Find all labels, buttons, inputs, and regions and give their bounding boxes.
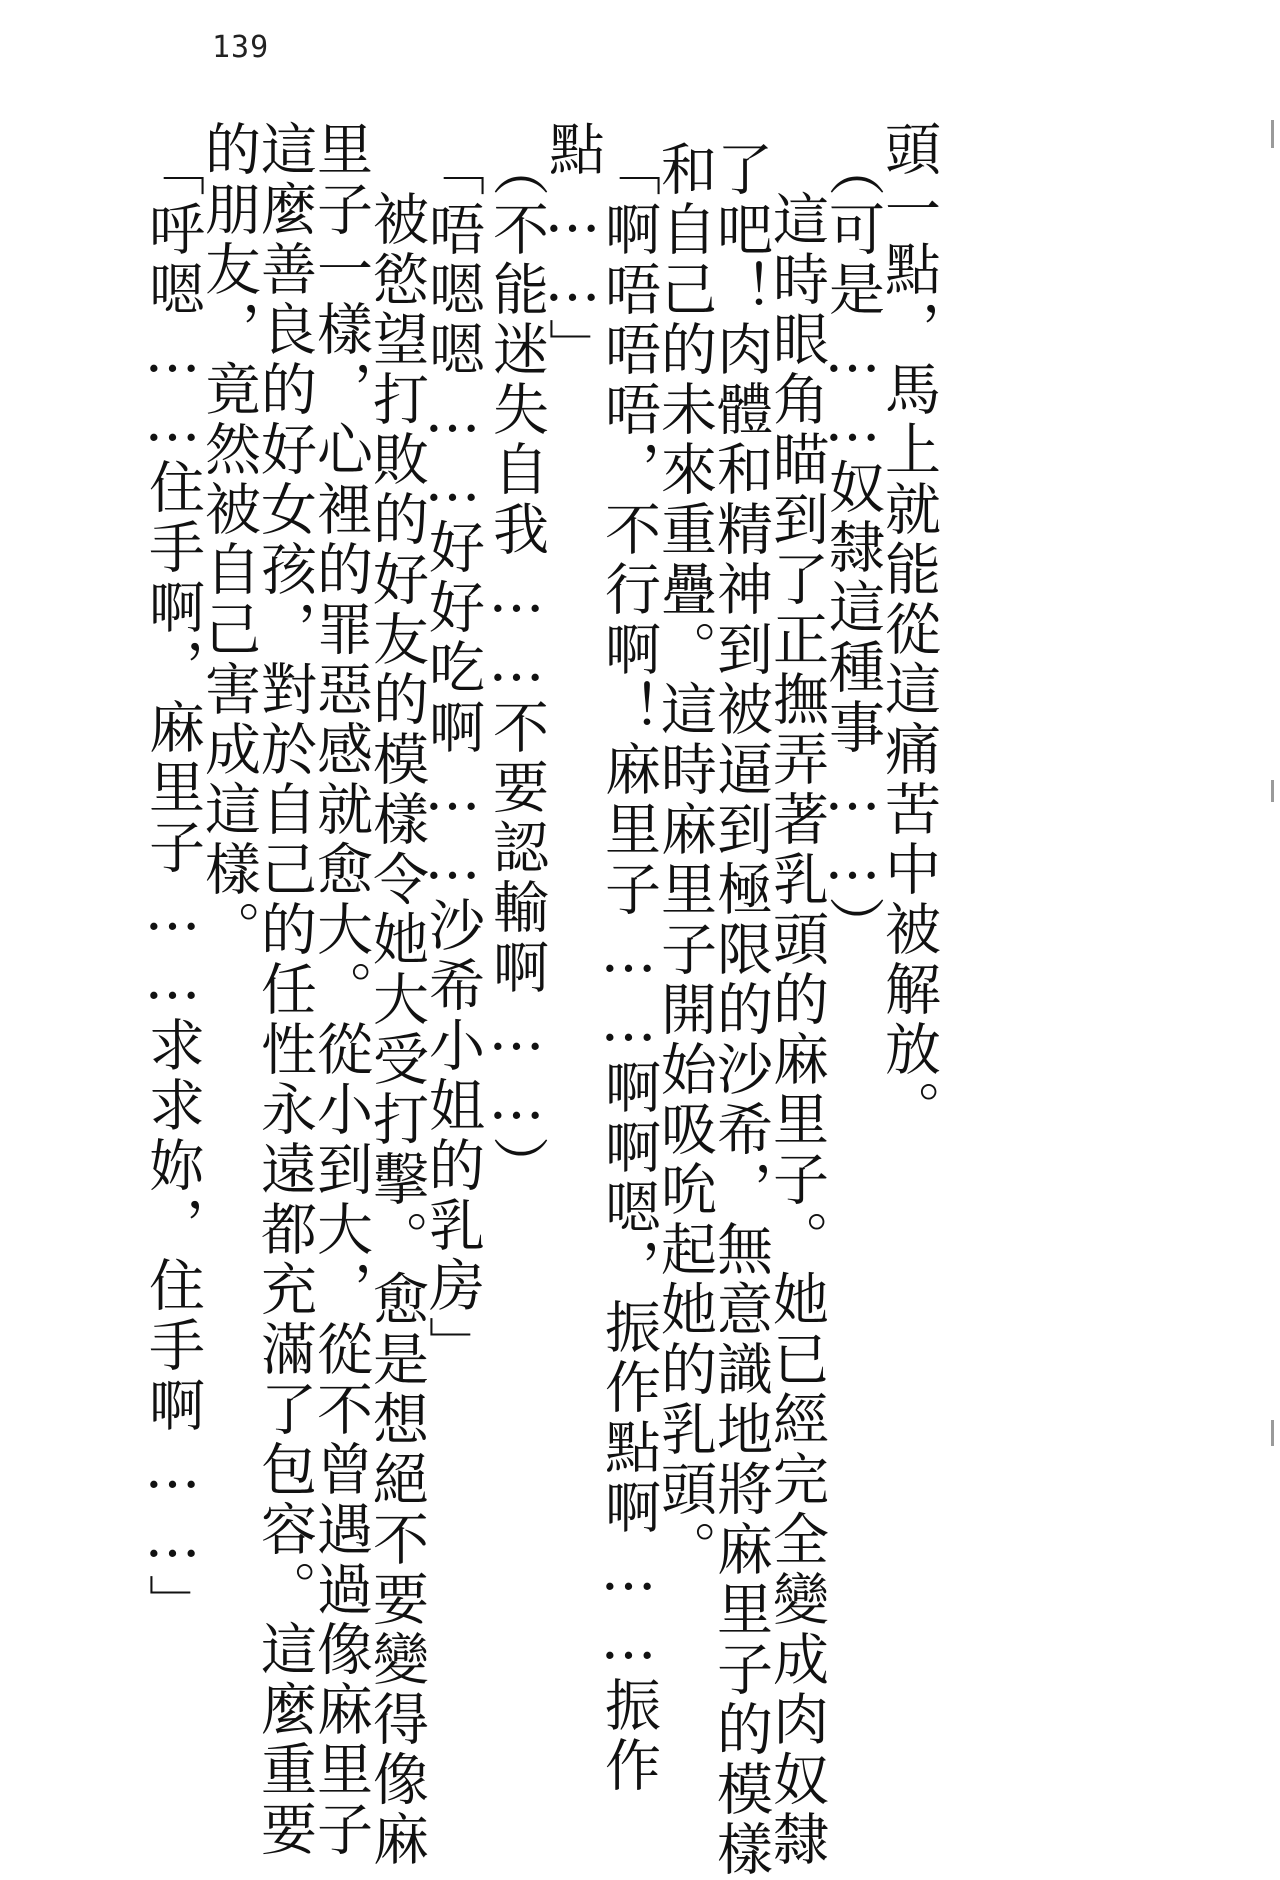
text-column: 了吧！肉體和精神到被逼到極限的沙希，無意識地將麻里子的模樣 xyxy=(708,140,773,1880)
text-column: 點……」 xyxy=(540,120,605,378)
text-column: 頭一點，馬上就能從這痛苦中被解放。 xyxy=(876,120,941,1140)
scan-artifact xyxy=(1271,1420,1274,1446)
text-column: 「呼嗯……住手啊，麻里子……求求妳，住手啊……」 xyxy=(140,140,205,1634)
text-column: 的朋友，竟然被自己害成這樣。 xyxy=(196,120,261,960)
text-column: 這麼善良的好女孩，對於自己的任性永遠都充滿了包容。這麼重要 xyxy=(252,120,317,1860)
text-column: （不能迷失自我……不要認輸啊……） xyxy=(484,140,549,1196)
scan-artifact xyxy=(1271,120,1274,148)
text-column: 和自己的未來重疊。這時麻里子開始吸吮起她的乳頭。 xyxy=(652,140,717,1580)
text-column: 這時眼角瞄到了正撫弄著乳頭的麻里子。她已經完全變成肉奴隸 xyxy=(764,190,829,1870)
text-column: 「啊唔唔唔，不行啊！麻里子……啊啊嗯，振作點啊……振作 xyxy=(596,140,661,1796)
text-column: （可是……奴隸這種事……） xyxy=(820,140,885,956)
text-column: 「唔嗯嗯……好好吃啊……沙希小姐的乳房」 xyxy=(420,140,485,1376)
scan-artifact xyxy=(1271,780,1274,802)
page-number: 139 xyxy=(212,30,270,65)
text-column: 被慾望打敗的好友的模樣令她大受打擊。愈是想絕不要變得像麻 xyxy=(364,190,429,1870)
text-column: 里子一樣，心裡的罪惡感就愈大。從小到大，從不曾遇過像麻里子 xyxy=(308,120,373,1860)
